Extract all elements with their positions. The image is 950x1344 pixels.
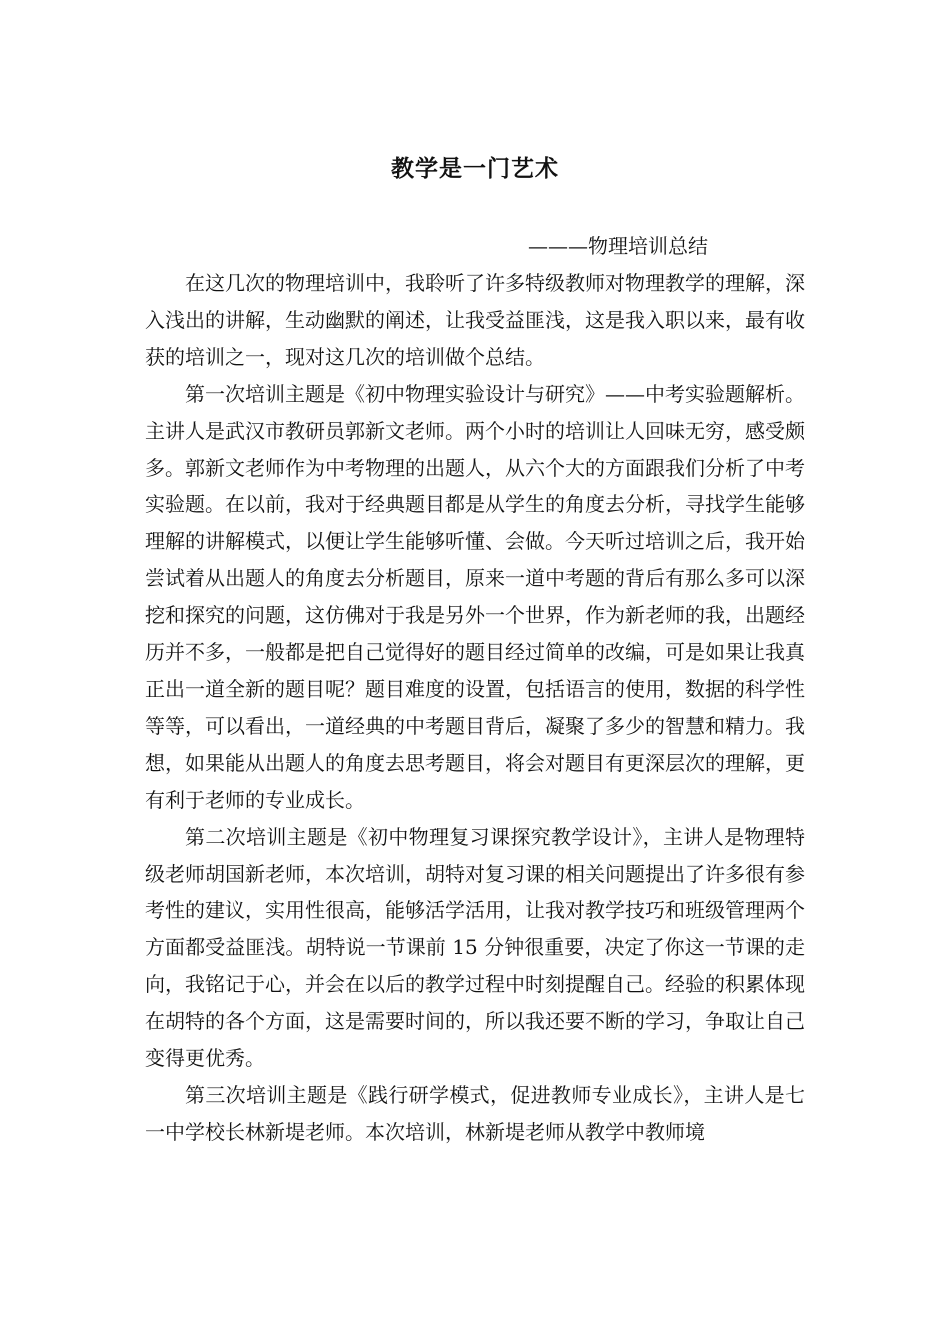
- paragraph-third-training: 第三次培训主题是《践行研学模式，促进教师专业成长》，主讲人是七一中学校长林新堤老师。本次培训，林新堤老师从教学中教师境: [145, 1082, 805, 1144]
- document-subtitle: ———物理培训总结: [528, 234, 708, 258]
- paragraph-first-training: 第一次培训主题是《初中物理实验设计与研究》——中考实验题解析。主讲人是武汉市教研员郭新文老师。两个小时的培训让人回味无穷，感受颇多。郭新文老师作为中考物理的出题人，从六个大的方面跟我们分析了中考实验题。在以前，我对于经典题目都是从学生的角度去分析，寻找学生能够理解的讲解模式，以便让学生能够听懂、会做。今天听过培训之后，我开始尝试着从出题人的角度去分析题目，原来一道中考题的背后有那么多可以深挖和探究的问题，这仿佛对于我是另外一个世界，作为新老师的我，出题经历并不多，一般都是把自己觉得好的题目经过简单的改编，可是如果让我真正出一道全新的题目呢？题目难度的设置，包括语言的使用，数据的科学性等等，可以看出，一道经典的中考题目背后，凝聚了多少的智慧和精力。我想，如果能从出题人的角度去思考题目，将会对题目有更深层次的理解，更有利于老师的专业成长。: [145, 381, 805, 812]
- paragraph-intro: 在这几次的物理培训中，我聆听了许多特级教师对物理教学的理解，深入浅出的讲解，生动幽默的阐述，让我受益匪浅，这是我入职以来，最有收获的培训之一，现对这几次的培训做个总结。: [145, 271, 805, 369]
- document-body: [145, 265, 805, 1151]
- document-title: 教学是一门艺术: [391, 156, 559, 182]
- paragraph-second-training: 第二次培训主题是《初中物理复习课探究教学设计》，主讲人是物理特级老师胡国新老师，本次培训，胡特对复习课的相关问题提出了许多很有参考性的建议，实用性很高，能够活学活用，让我对教学技巧和班级管理两个方面都受益匪浅。胡特说一节课前 15 分钟很重要，决定了你这一节课的走向，我铭记于心，并会在以后的教学过程中时刻提醒自己。经验的积累体现在胡特的各个方面，这是需要时间的，所以我还要不断的学习，争取让自己变得更优秀。: [145, 824, 805, 1071]
